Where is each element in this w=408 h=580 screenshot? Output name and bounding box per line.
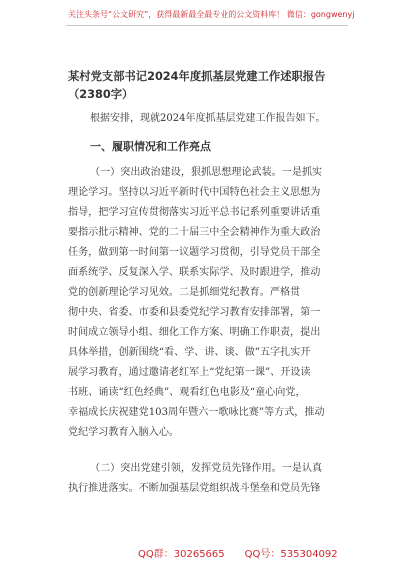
paragraph-1-line: 具体举措，创新围绕“看、学、讲、谈、做”五字扎实开 [68,347,311,358]
paragraph-1-line: 面系统学、反复深入学、联系实际学、及时跟进学，推动 [68,267,321,278]
qq-number-text: QQ号：535304092 [244,549,338,560]
paragraph-1-line: 书班、诵读“红色经典”、观看红色电影及“童心向党， [68,387,306,398]
qq-group-text: QQ群：30265665 [138,549,225,560]
header-banner: 关注头条号“公文研究”，获得最新最全最专业的公文资料库！ 微信：gongwenyj [68,10,355,19]
paragraph-1-line: 党纪学习教育入脑入心。 [68,427,180,438]
paragraph-1-line: 指导，把学习宣传贯彻落实习近平总书记系列重要讲话重 [68,207,321,218]
header-divider [66,25,348,26]
document-title: 某村党支部书记2024年度抓基层党建工作述职报告（2380字） [68,70,326,101]
paragraph-2-line: （二）突出党建引领，发挥党员先锋作用。一是认真 [90,463,323,474]
intro-paragraph: 根据安排，现就2024年度抓基层党建工作报告如下。 [90,113,326,124]
paragraph-1-line: （一）突出政治建设，狠抓思想理论武装。一是抓实 [90,167,323,178]
section-heading: 一、履职情况和工作亮点 [90,140,211,153]
paragraph-1-line: 任务，做到第一时间第一议题学习贯彻，引导党员干部全 [68,247,321,258]
footer-contact [138,548,338,562]
paragraph-1-line: 时间成立领导小组、细化工作方案、明确工作职责，提出 [68,327,321,338]
paragraph-1-line: 理论学习。坚持以习近平新时代中国特色社会主义思想为 [68,187,321,198]
paragraph-1-line: 党的创新理论学习见效。二是抓细党纪教育。严格贯 [68,287,301,298]
paragraph-1-line: 幸福成长庆祝建党103周年暨六一歌咏比赛”等方式，推动 [68,407,325,418]
paragraph-1-line: 要指示批示精神、党的二十届三中全会精神作为重大政治 [68,227,321,238]
paragraph-2-line: 执行推进落实。不断加强基层党组织战斗堡垒和党员先锋 [68,483,321,494]
paragraph-1-line: 彻中央、省委、市委和县委党纪学习教育安排部署，第一 [68,307,321,318]
paragraph-1-line: 展学习教育，通过邀请老红军上“党纪第一课”、开设读 [68,367,311,378]
